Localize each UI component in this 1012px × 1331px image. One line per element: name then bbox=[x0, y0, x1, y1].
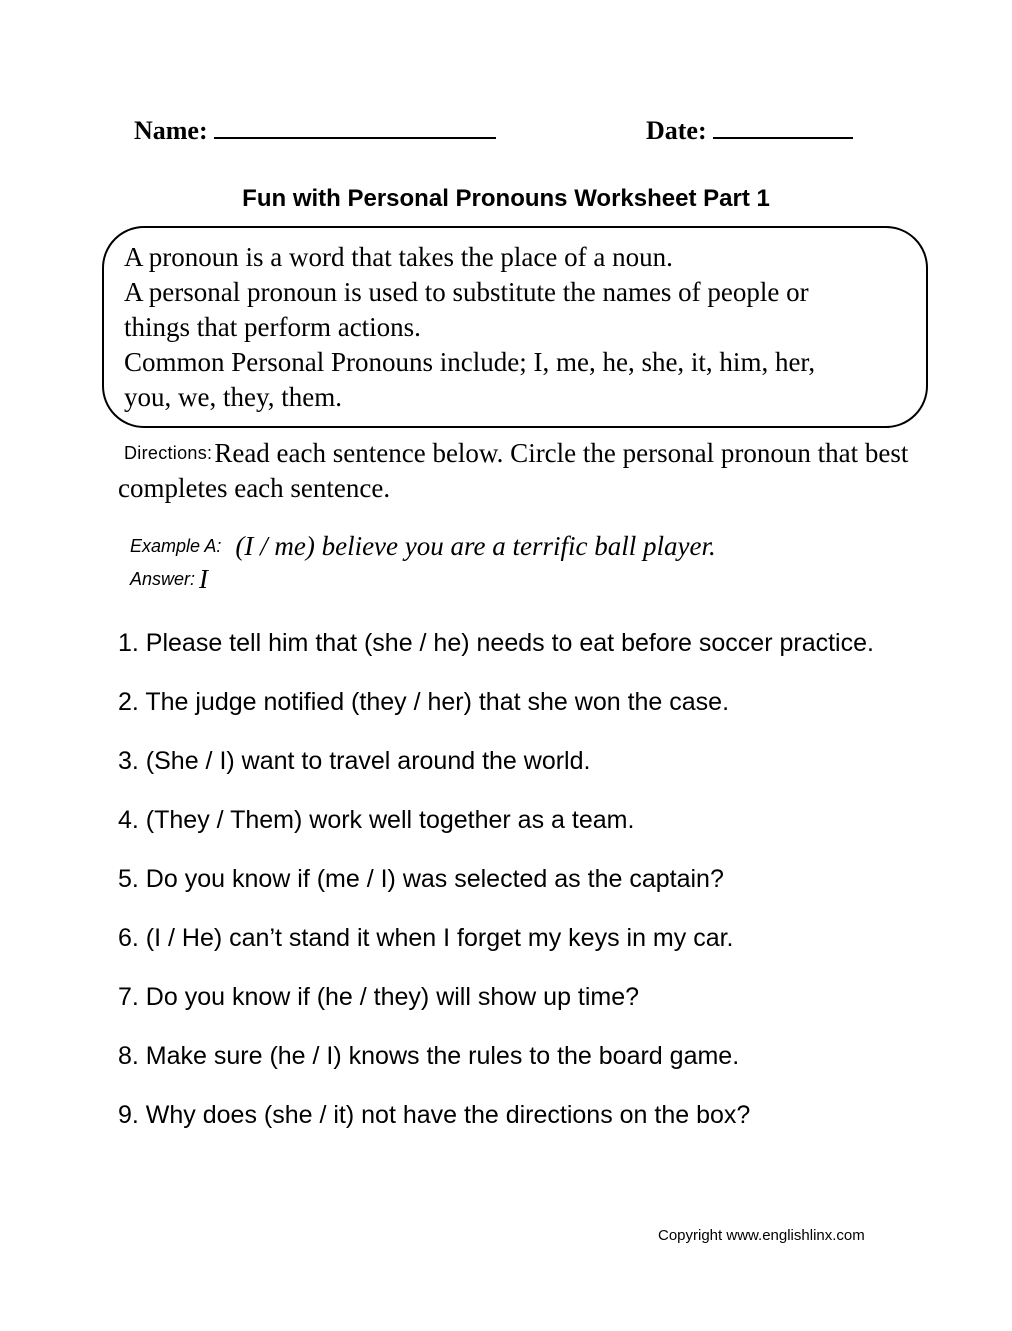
definition-line: you, we, they, them. bbox=[124, 382, 342, 412]
example-label: Example A: bbox=[130, 536, 222, 556]
date-blank-line[interactable] bbox=[713, 119, 853, 139]
sentence-item[interactable]: 6. (I / He) can’t stand it when I forget my keys in my car. bbox=[118, 924, 734, 952]
example-sentence: (I / me) believe you are a terrific ball player. bbox=[235, 531, 716, 561]
sentence-list bbox=[118, 622, 878, 1153]
sentence-item[interactable]: 3. (She / I) want to travel around the world. bbox=[118, 747, 591, 775]
answer-value: I bbox=[199, 564, 209, 594]
date-label: Date: bbox=[646, 116, 707, 145]
definition-line: A pronoun is a word that takes the place of a noun. bbox=[124, 242, 673, 272]
definition-line: Common Personal Pronouns include; I, me, he, she, it, him, her, bbox=[124, 347, 816, 377]
definition-text bbox=[124, 240, 914, 415]
name-label: Name: bbox=[134, 116, 208, 145]
answer-label: Answer: bbox=[130, 569, 196, 589]
definition-line: things that perform actions. bbox=[124, 312, 421, 342]
definition-line: A personal pronoun is used to substitute the names of people or bbox=[124, 277, 809, 307]
sentence-item[interactable]: 2. The judge notified (they / her) that she won the case. bbox=[118, 688, 730, 716]
sentence-item[interactable]: 4. (They / Them) work well together as a team. bbox=[118, 806, 635, 834]
directions-label: Directions: bbox=[124, 443, 213, 463]
name-blank-line[interactable] bbox=[214, 119, 496, 139]
header-row bbox=[134, 116, 874, 156]
name-field[interactable] bbox=[134, 116, 496, 146]
sentence-item[interactable]: 1. Please tell him that (she / he) needs to eat before soccer practice. bbox=[118, 629, 874, 657]
directions bbox=[118, 436, 918, 506]
sentence-item[interactable]: 9. Why does (she / it) not have the directions on the box? bbox=[118, 1101, 751, 1129]
directions-text: Read each sentence below. Circle the personal pronoun that best completes each sentence. bbox=[118, 438, 909, 503]
date-field[interactable] bbox=[646, 116, 853, 146]
worksheet-title: Fun with Personal Pronouns Worksheet Part 1 bbox=[242, 185, 770, 212]
sentence-item[interactable]: 8. Make sure (he / I) knows the rules to the board game. bbox=[118, 1042, 740, 1070]
example-block bbox=[130, 530, 890, 596]
copyright-notice: Copyright www.englishlinx.com bbox=[658, 1227, 865, 1244]
sentence-item[interactable]: 5. Do you know if (me / I) was selected as the captain? bbox=[118, 865, 724, 893]
example-line bbox=[130, 530, 890, 563]
sentence-item[interactable]: 7. Do you know if (he / they) will show up time? bbox=[118, 983, 640, 1011]
answer-line bbox=[130, 563, 890, 596]
